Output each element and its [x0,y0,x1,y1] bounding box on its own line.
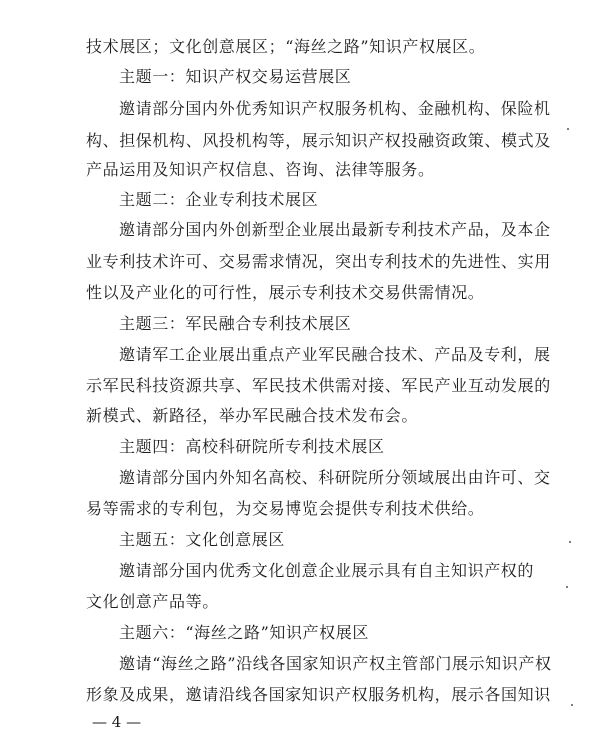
body-line: 示军民科技资源共享、军民技术供需对接、军民产业互动发展的 [86,376,551,395]
section-heading: 主题二：企业专利技术展区 [119,190,319,209]
section-heading: 主题四：高校科研院所专利技术展区 [119,437,385,456]
body-line: 技术展区；文化创意展区；“海丝之路”知识产权展区。 [86,37,486,56]
section-heading: 主题六：“海丝之路”知识产权展区 [119,623,369,642]
body-line: 邀请部分国内外优秀知识产权服务机构、金融机构、保险机 [119,99,551,118]
body-line: 性以及产业化的可行性，展示专利技术交易供需情况。 [86,283,485,302]
body-line: 邀请部分国内外创新型企业展出最新专利技术产品，及本企 [119,220,551,239]
body-line: 业专利技术许可、交易需求情况，突出专利技术的先进性、实用 [86,252,551,271]
body-line: 邀请“海丝之路”沿线各国家知识产权主管部门展示知识产权 [119,654,552,673]
body-line: 形象及成果，邀请沿线各国家知识产权服务机构，展示各国知识 [86,685,551,704]
body-line: 构、担保机构、风投机构等，展示知识产权投融资政策、模式及 [86,131,551,150]
page-number: — 4 — [92,713,142,731]
section-heading: 主题五：文化创意展区 [119,530,286,549]
body-line: 新模式、新路径，举办军民融合技术发布会。 [86,406,419,425]
section-heading: 主题一：知识产权交易运营展区 [119,67,352,86]
scan-speck [567,128,569,130]
body-line: 文化创意产品等。 [86,592,219,611]
body-line: 邀请部分国内外知名高校、科研院所分领域展出由许可、交 [119,468,551,487]
body-line: 易等需求的专利包，为交易博览会提供专利技术供给。 [86,499,485,518]
scan-speck [569,541,571,543]
body-line: 邀请部分国内优秀文化创意企业展示具有自主知识产权的 [119,561,535,580]
scan-speck [566,586,568,588]
section-heading: 主题三：军民融合专利技术展区 [119,314,352,333]
body-line: 邀请军工企业展出重点产业军民融合技术、产品及专利，展 [119,345,551,364]
scan-speck [571,704,573,706]
body-line: 产品运用及知识产权信息、咨询、法律等服务。 [86,160,435,179]
